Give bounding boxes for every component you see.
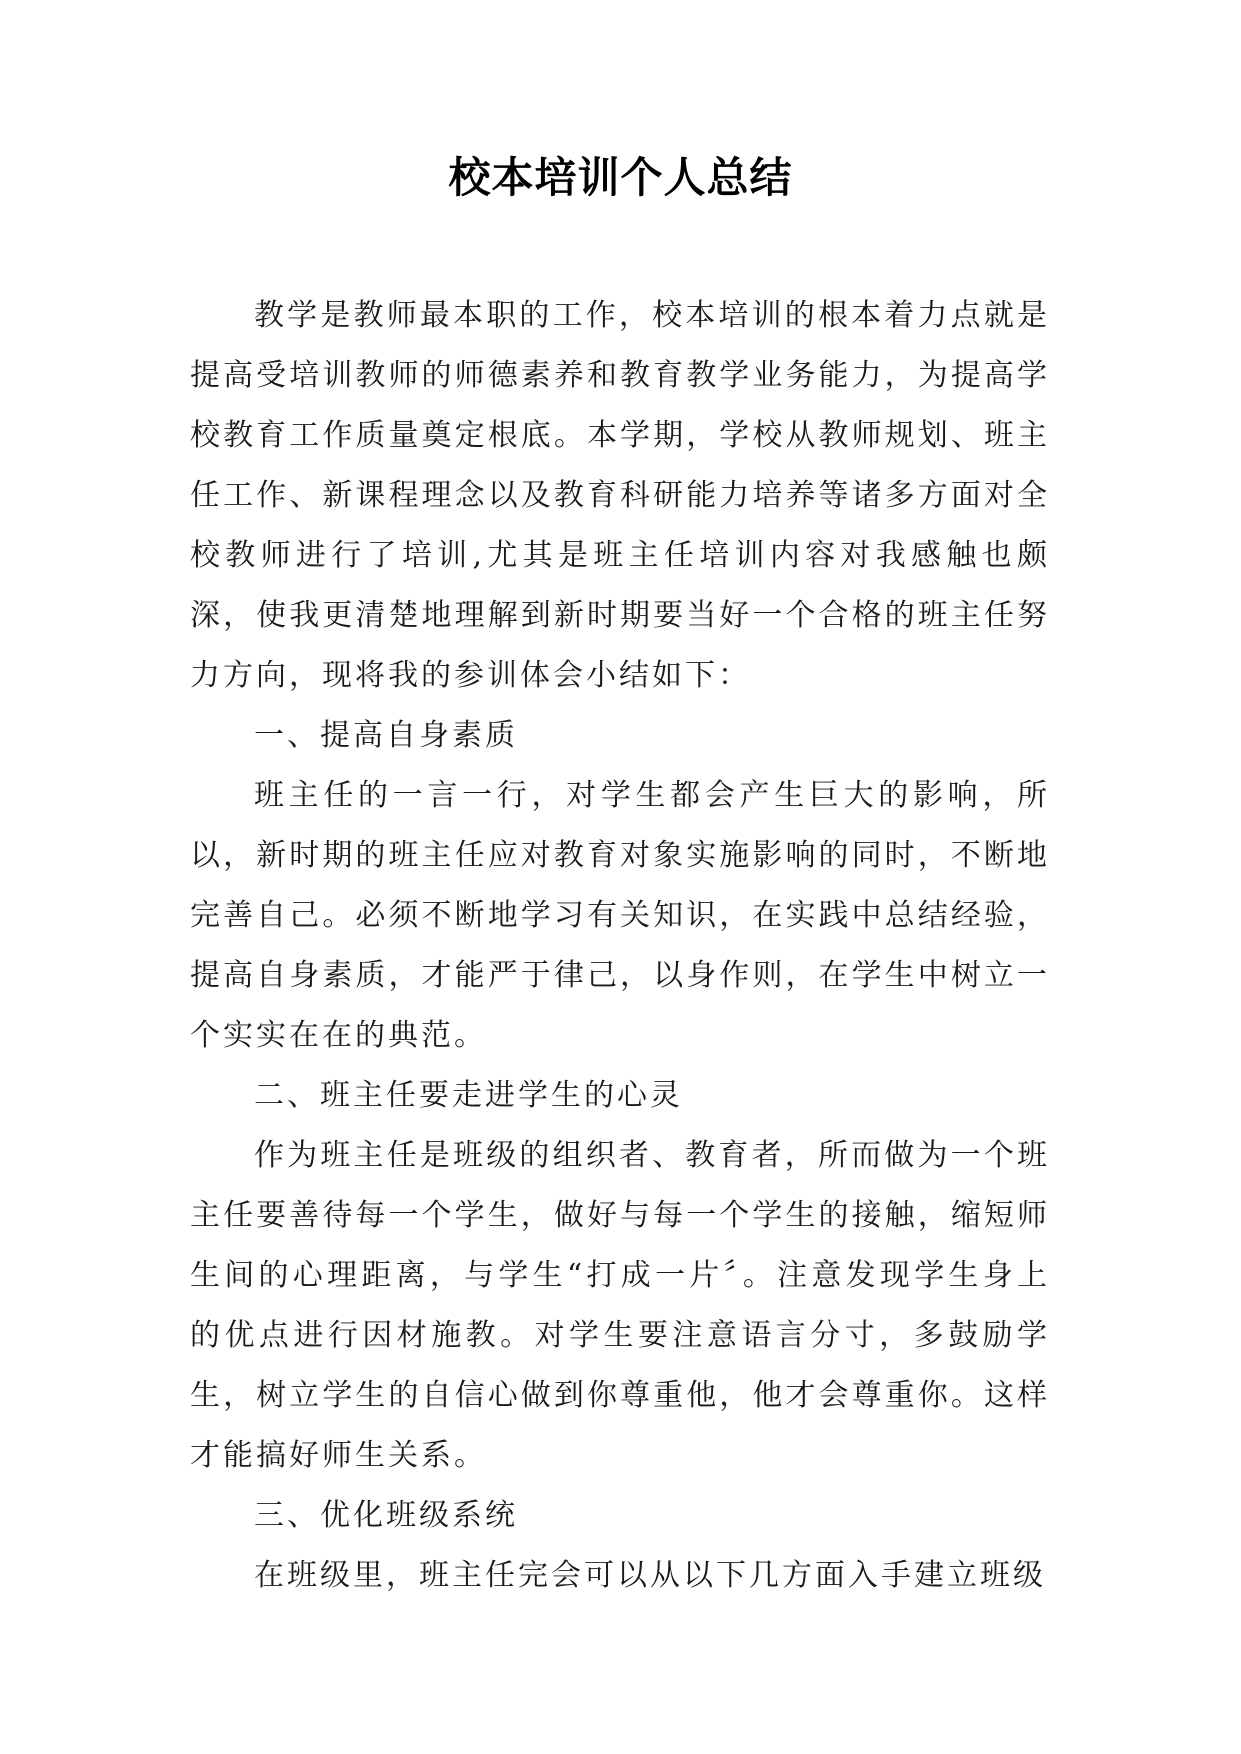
intro-paragraph: 教学是教师最本职的工作，校本培训的根本着力点就是提高受培训教师的师德素养和教育教学业务能力，为提高学校教育工作质量奠定根底。本学期，学校从教师规划、班主任工作、新课程理念以及教育科研能力培养等诸多方面对全校教师进行了培训,尤其是班主任培训内容对我感触也颇深，使我更清楚地理解到新时期要当好一个合格的班主任努力方向，现将我的参训体会小结如下： <box>190 298 1050 693</box>
section-heading-1: 一、提高自身素质 <box>254 718 518 753</box>
section-2-paragraph: 作为班主任是班级的组织者、教育者，所而做为一个班主任要善待每一个学生，做好与每一个学生的接触，缩短师生间的心理距离，与学生“打成一片〞。注意发现学生身上的优点进行因材施教。对学生要注意语言分寸，多鼓励学生，树立学生的自信心做到你尊重他，他才会尊重你。这样才能搞好师生关系。 <box>190 1138 1050 1473</box>
document-title: 校本培训个人总结 <box>448 153 793 202</box>
section-3-paragraph: 在班级里，班主任完会可以从以下几方面入手建立班级 <box>254 1558 1046 1593</box>
section-heading-3: 三、优化班级系统 <box>254 1498 518 1533</box>
section-1-paragraph: 班主任的一言一行，对学生都会产生巨大的影响，所以，新时期的班主任应对教育对象实施影响的同时，不断地完善自己。必须不断地学习有关知识，在实践中总结经验，提高自身素质，才能严于律己，以身作则，在学生中树立一个实实在在的典范。 <box>190 778 1050 1053</box>
section-heading-2: 二、班主任要走进学生的心灵 <box>254 1078 683 1113</box>
document-body <box>190 286 1050 1606</box>
